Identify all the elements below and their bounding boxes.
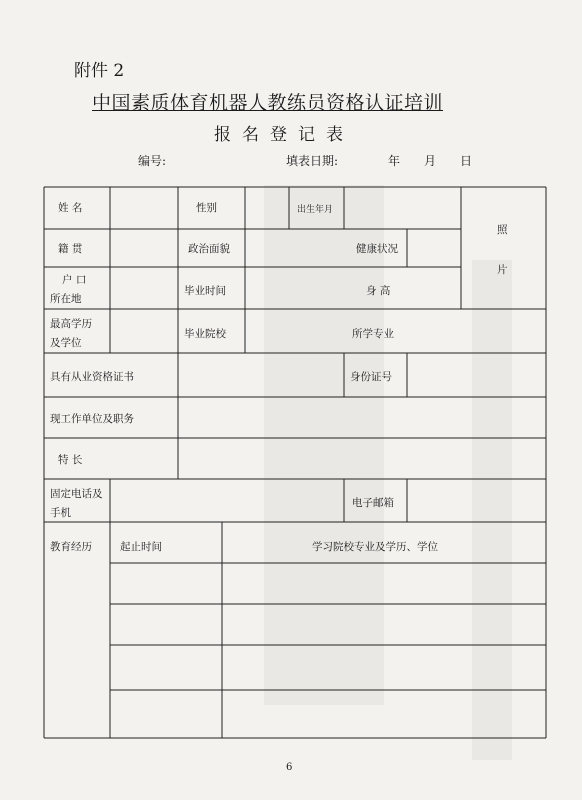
phone-label-1: 固定电话及 <box>50 488 103 500</box>
study-details-label: 学习院校专业及学历、学位 <box>312 541 438 553</box>
education-history-label: 教育经历 <box>50 541 92 553</box>
hukou-label-2: 所在地 <box>50 293 82 305</box>
hukou-label-1: 户 口 <box>62 274 87 286</box>
political-status-label: 政治面貌 <box>188 243 230 255</box>
major-label: 所学专业 <box>352 328 394 340</box>
attachment-label: 附件 2 <box>74 61 125 81</box>
phone-label-2: 手机 <box>50 507 71 519</box>
form-title: 中国素质体育机器人教练员资格认证培训 <box>92 92 444 114</box>
fill-date-label: 填表日期: <box>286 154 339 168</box>
native-place-label: 籍 贯 <box>58 243 83 255</box>
photo-label-1: 照 <box>497 224 508 236</box>
health-status-label: 健康状况 <box>356 243 398 255</box>
birth-date-label: 出生年月 <box>297 205 334 215</box>
day-label: 日 <box>460 154 473 168</box>
month-label: 月 <box>424 154 437 168</box>
specialty-label: 特 长 <box>58 454 83 466</box>
education-level-label-1: 最高学历 <box>50 318 92 330</box>
email-label: 电子邮箱 <box>352 497 394 509</box>
graduation-school-label: 毕业院校 <box>184 328 226 340</box>
id-number-label: 身份证号 <box>350 371 392 383</box>
height-label: 身 高 <box>366 285 391 297</box>
year-label: 年 <box>388 154 401 168</box>
page-number: 6 <box>286 762 293 773</box>
graduation-time-label: 毕业时间 <box>184 285 226 297</box>
form-subtitle: 报名登记表 <box>214 125 354 145</box>
education-level-label-2: 及学位 <box>50 337 82 349</box>
name-label: 姓 名 <box>58 202 83 214</box>
qualification-certificate-label: 具有从业资格证书 <box>50 371 134 383</box>
gender-label: 性别 <box>196 202 217 214</box>
period-label: 起止时间 <box>120 541 162 553</box>
serial-label: 编号: <box>138 154 167 168</box>
photo-label-2: 片 <box>497 264 508 276</box>
work-unit-label: 现工作单位及职务 <box>50 413 134 425</box>
